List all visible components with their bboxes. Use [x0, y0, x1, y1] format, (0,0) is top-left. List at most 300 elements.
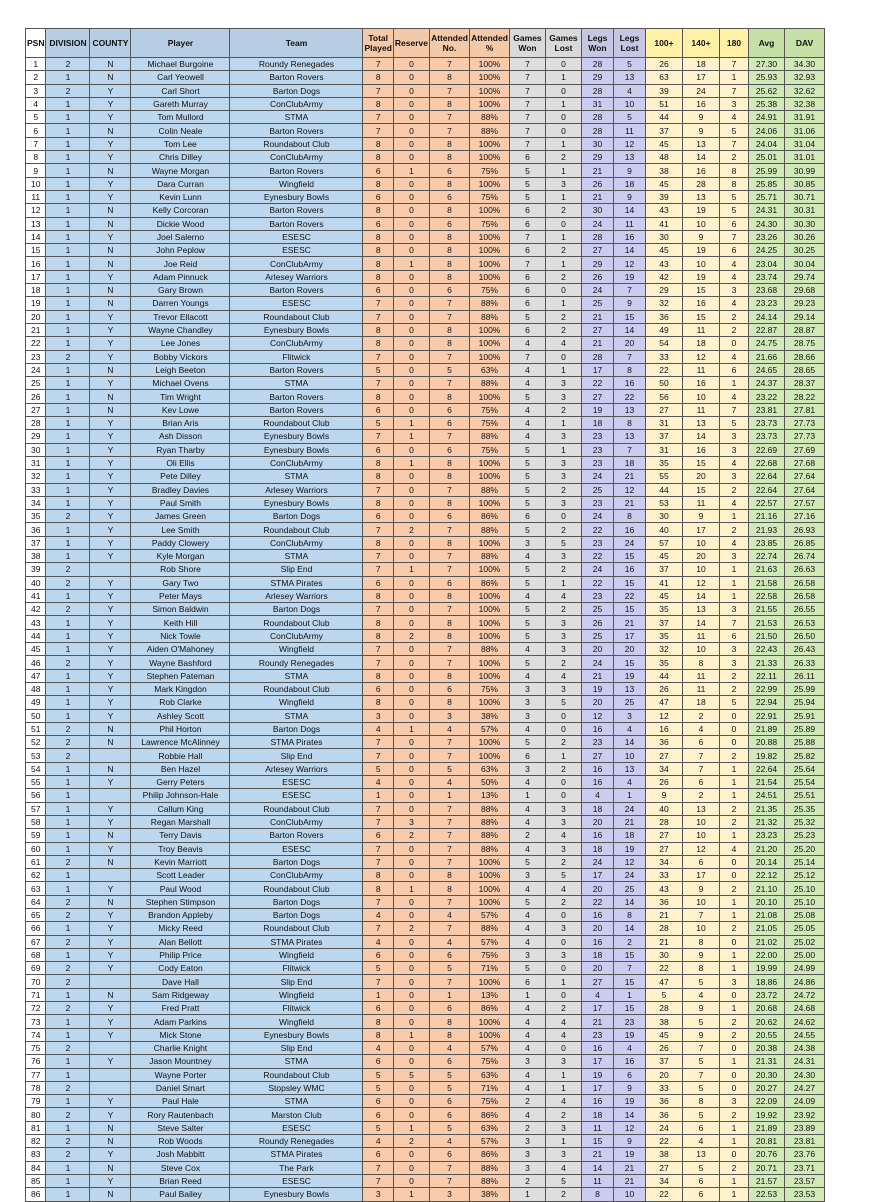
games-lost-cell: 0 — [545, 284, 581, 297]
player-name-cell: Rory Rautenbach — [131, 1108, 230, 1121]
total-played-cell: 7 — [363, 603, 393, 616]
psn-cell: 28 — [26, 417, 46, 430]
header-team: Team — [230, 29, 363, 58]
one-eighty-cell: 2 — [719, 1161, 748, 1174]
header-total-played: Total Played — [363, 29, 393, 58]
team-cell: Barton Dogs — [230, 603, 363, 616]
reserve-cell: 1 — [393, 1121, 429, 1134]
player-name-cell: Lee Smith — [131, 523, 230, 536]
dav-cell: 25.12 — [784, 869, 824, 882]
one-forty-plus-cell: 9 — [682, 510, 719, 523]
avg-cell: 21.16 — [748, 510, 784, 523]
legs-won-cell: 16 — [581, 1041, 613, 1054]
legs-lost-cell: 19 — [613, 1148, 645, 1161]
dav-cell: 25.20 — [784, 842, 824, 855]
hundred-plus-cell: 22 — [645, 363, 682, 376]
psn-cell: 31 — [26, 456, 46, 469]
division-cell: 2 — [46, 603, 90, 616]
player-name-cell: Kyle Morgan — [131, 549, 230, 562]
avg-cell: 21.55 — [748, 603, 784, 616]
table-row — [26, 1068, 825, 1081]
one-forty-plus-cell: 17 — [682, 869, 719, 882]
avg-cell: 24.51 — [748, 789, 784, 802]
one-forty-plus-cell: 11 — [682, 496, 719, 509]
games-won-cell: 3 — [509, 762, 545, 775]
one-forty-plus-cell: 10 — [682, 536, 719, 549]
legs-lost-cell: 24 — [613, 802, 645, 815]
games-won-cell: 4 — [509, 722, 545, 735]
one-eighty-cell: 4 — [719, 842, 748, 855]
reserve-cell: 0 — [393, 869, 429, 882]
dav-cell: 24.99 — [784, 962, 824, 975]
division-cell: 1 — [46, 629, 90, 642]
games-lost-cell: 0 — [545, 962, 581, 975]
division-cell: 1 — [46, 430, 90, 443]
table-row — [26, 496, 825, 509]
one-forty-plus-cell: 13 — [682, 137, 719, 150]
one-forty-plus-cell: 10 — [682, 390, 719, 403]
hundred-plus-cell: 56 — [645, 390, 682, 403]
games-lost-cell: 3 — [545, 430, 581, 443]
legs-won-cell: 11 — [581, 1121, 613, 1134]
total-played-cell: 7 — [363, 563, 393, 576]
player-name-cell: John Peplow — [131, 244, 230, 257]
county-cell: Y — [90, 323, 131, 336]
hundred-plus-cell: 45 — [645, 589, 682, 602]
team-cell: STMA Pirates — [230, 736, 363, 749]
division-cell: 1 — [46, 1174, 90, 1187]
division-cell: 2 — [46, 975, 90, 988]
total-played-cell: 4 — [363, 935, 393, 948]
reserve-cell: 0 — [393, 935, 429, 948]
psn-cell: 19 — [26, 297, 46, 310]
legs-won-cell: 16 — [581, 1095, 613, 1108]
games-lost-cell: 4 — [545, 882, 581, 895]
attended-no-cell: 8 — [429, 244, 469, 257]
division-cell: 2 — [46, 576, 90, 589]
division-cell: 1 — [46, 190, 90, 203]
total-played-cell: 8 — [363, 1015, 393, 1028]
psn-cell: 53 — [26, 749, 46, 762]
one-forty-plus-cell: 9 — [682, 230, 719, 243]
legs-won-cell: 4 — [581, 789, 613, 802]
reserve-cell: 0 — [393, 1095, 429, 1108]
games-lost-cell: 0 — [545, 58, 581, 71]
games-won-cell: 6 — [509, 244, 545, 257]
reserve-cell: 0 — [393, 177, 429, 190]
games-won-cell: 5 — [509, 962, 545, 975]
county-cell: N — [90, 124, 131, 137]
total-played-cell: 6 — [363, 1002, 393, 1015]
reserve-cell: 0 — [393, 776, 429, 789]
avg-cell: 21.50 — [748, 629, 784, 642]
legs-lost-cell: 9 — [613, 1081, 645, 1094]
games-won-cell: 1 — [509, 789, 545, 802]
team-cell: Barton Dogs — [230, 84, 363, 97]
county-cell: Y — [90, 842, 131, 855]
county-cell: Y — [90, 470, 131, 483]
header-row — [26, 29, 825, 58]
attended-no-cell: 7 — [429, 922, 469, 935]
county-cell: N — [90, 988, 131, 1001]
games-won-cell: 4 — [509, 1081, 545, 1094]
games-won-cell: 5 — [509, 855, 545, 868]
player-name-cell: Paul Wood — [131, 882, 230, 895]
attended-no-cell: 6 — [429, 164, 469, 177]
psn-cell: 60 — [26, 842, 46, 855]
team-cell: STMA Pirates — [230, 935, 363, 948]
legs-won-cell: 18 — [581, 1108, 613, 1121]
total-played-cell: 8 — [363, 696, 393, 709]
psn-cell: 75 — [26, 1041, 46, 1054]
division-cell: 2 — [46, 736, 90, 749]
player-standings-table — [25, 28, 825, 1202]
team-cell: Roundy Renegades — [230, 58, 363, 71]
dav-cell: 25.14 — [784, 855, 824, 868]
table-row — [26, 563, 825, 576]
avg-cell: 22.64 — [748, 483, 784, 496]
hundred-plus-cell: 28 — [645, 815, 682, 828]
attended-pct-cell: 100% — [469, 589, 509, 602]
division-cell: 1 — [46, 549, 90, 562]
county-cell: Y — [90, 337, 131, 350]
one-eighty-cell: 1 — [719, 962, 748, 975]
county-cell: Y — [90, 1174, 131, 1187]
county-cell: Y — [90, 616, 131, 629]
legs-lost-cell: 14 — [613, 922, 645, 935]
hundred-plus-cell: 22 — [645, 1188, 682, 1201]
player-name-cell: Alan Bellott — [131, 935, 230, 948]
attended-pct-cell: 75% — [469, 164, 509, 177]
one-forty-plus-cell: 10 — [682, 895, 719, 908]
division-cell: 1 — [46, 390, 90, 403]
one-eighty-cell: 1 — [719, 789, 748, 802]
one-forty-plus-cell: 8 — [682, 656, 719, 669]
dav-cell: 26.63 — [784, 563, 824, 576]
division-cell: 2 — [46, 1041, 90, 1054]
dav-cell: 24.38 — [784, 1041, 824, 1054]
table-row — [26, 1002, 825, 1015]
one-eighty-cell: 1 — [719, 829, 748, 842]
reserve-cell: 0 — [393, 204, 429, 217]
dav-cell: 30.30 — [784, 217, 824, 230]
total-played-cell: 7 — [363, 736, 393, 749]
one-forty-plus-cell: 6 — [682, 736, 719, 749]
division-cell: 1 — [46, 1121, 90, 1134]
games-won-cell: 4 — [509, 815, 545, 828]
one-eighty-cell: 3 — [719, 284, 748, 297]
dav-cell: 24.31 — [784, 1055, 824, 1068]
player-name-cell: James Green — [131, 510, 230, 523]
table-row — [26, 470, 825, 483]
reserve-cell: 0 — [393, 377, 429, 390]
attended-no-cell: 6 — [429, 682, 469, 695]
player-name-cell: Scott Leader — [131, 869, 230, 882]
team-cell: Roundabout Club — [230, 922, 363, 935]
attended-no-cell: 1 — [429, 988, 469, 1001]
avg-cell: 23.73 — [748, 417, 784, 430]
games-lost-cell: 3 — [545, 682, 581, 695]
county-cell: Y — [90, 230, 131, 243]
hundred-plus-cell: 27 — [645, 1161, 682, 1174]
legs-won-cell: 23 — [581, 1028, 613, 1041]
dav-cell: 31.01 — [784, 151, 824, 164]
one-eighty-cell: 0 — [719, 935, 748, 948]
legs-lost-cell: 16 — [613, 523, 645, 536]
attended-no-cell: 8 — [429, 869, 469, 882]
avg-cell: 22.58 — [748, 589, 784, 602]
total-played-cell: 8 — [363, 869, 393, 882]
psn-cell: 24 — [26, 363, 46, 376]
total-played-cell: 7 — [363, 377, 393, 390]
team-cell: STMA — [230, 470, 363, 483]
psn-cell: 55 — [26, 776, 46, 789]
legs-won-cell: 20 — [581, 882, 613, 895]
games-won-cell: 5 — [509, 190, 545, 203]
games-won-cell: 5 — [509, 523, 545, 536]
division-cell: 2 — [46, 909, 90, 922]
one-forty-plus-cell: 6 — [682, 1188, 719, 1201]
legs-won-cell: 19 — [581, 1068, 613, 1081]
player-name-cell: Joe Reid — [131, 257, 230, 270]
psn-cell: 12 — [26, 204, 46, 217]
hundred-plus-cell: 49 — [645, 323, 682, 336]
games-lost-cell: 2 — [545, 736, 581, 749]
avg-cell: 25.01 — [748, 151, 784, 164]
hundred-plus-cell: 31 — [645, 443, 682, 456]
one-forty-plus-cell: 5 — [682, 975, 719, 988]
county-cell: Y — [90, 1108, 131, 1121]
legs-lost-cell: 16 — [613, 230, 645, 243]
one-eighty-cell: 0 — [719, 709, 748, 722]
games-won-cell: 6 — [509, 323, 545, 336]
games-lost-cell: 1 — [545, 1135, 581, 1148]
avg-cell: 20.30 — [748, 1068, 784, 1081]
total-played-cell: 7 — [363, 922, 393, 935]
county-cell: Y — [90, 523, 131, 536]
avg-cell: 21.89 — [748, 1121, 784, 1134]
attended-no-cell: 8 — [429, 257, 469, 270]
hundred-plus-cell: 37 — [645, 124, 682, 137]
total-played-cell: 6 — [363, 403, 393, 416]
reserve-cell: 1 — [393, 430, 429, 443]
legs-lost-cell: 22 — [613, 390, 645, 403]
team-cell: ConClubArmy — [230, 629, 363, 642]
legs-won-cell: 28 — [581, 58, 613, 71]
legs-won-cell: 20 — [581, 962, 613, 975]
total-played-cell: 6 — [363, 1055, 393, 1068]
team-cell: STMA — [230, 1055, 363, 1068]
avg-cell: 24.91 — [748, 111, 784, 124]
attended-pct-cell: 88% — [469, 643, 509, 656]
player-name-cell: Gary Brown — [131, 284, 230, 297]
games-won-cell: 4 — [509, 776, 545, 789]
psn-cell: 3 — [26, 84, 46, 97]
one-forty-plus-cell: 20 — [682, 470, 719, 483]
legs-won-cell: 12 — [581, 709, 613, 722]
team-cell: Arlesey Warriors — [230, 270, 363, 283]
games-won-cell: 4 — [509, 549, 545, 562]
psn-cell: 68 — [26, 948, 46, 961]
psn-cell: 23 — [26, 350, 46, 363]
legs-lost-cell: 21 — [613, 815, 645, 828]
total-played-cell: 6 — [363, 1108, 393, 1121]
team-cell: ESESC — [230, 244, 363, 257]
division-cell: 1 — [46, 377, 90, 390]
county-cell: N — [90, 1121, 131, 1134]
one-forty-plus-cell: 7 — [682, 749, 719, 762]
table-row — [26, 1108, 825, 1121]
legs-won-cell: 17 — [581, 1081, 613, 1094]
one-eighty-cell: 5 — [719, 417, 748, 430]
team-cell: Roundabout Club — [230, 523, 363, 536]
one-forty-plus-cell: 11 — [682, 323, 719, 336]
attended-pct-cell: 100% — [469, 390, 509, 403]
reserve-cell: 0 — [393, 988, 429, 1001]
county-cell — [90, 789, 131, 802]
player-name-cell: Dickie Wood — [131, 217, 230, 230]
attended-no-cell: 8 — [429, 177, 469, 190]
total-played-cell: 6 — [363, 829, 393, 842]
avg-cell: 21.66 — [748, 350, 784, 363]
games-won-cell: 5 — [509, 629, 545, 642]
reserve-cell: 1 — [393, 456, 429, 469]
player-name-cell: Trevor Ellacott — [131, 310, 230, 323]
one-forty-plus-cell: 17 — [682, 523, 719, 536]
team-cell: Arlesey Warriors — [230, 483, 363, 496]
legs-lost-cell: 24 — [613, 869, 645, 882]
team-cell: Slip End — [230, 749, 363, 762]
division-cell: 1 — [46, 1161, 90, 1174]
division-cell: 1 — [46, 483, 90, 496]
games-lost-cell: 0 — [545, 217, 581, 230]
table-row — [26, 111, 825, 124]
total-played-cell: 8 — [363, 230, 393, 243]
legs-won-cell: 21 — [581, 1015, 613, 1028]
legs-lost-cell: 21 — [613, 1174, 645, 1187]
one-eighty-cell: 2 — [719, 1028, 748, 1041]
hundred-plus-cell: 45 — [645, 177, 682, 190]
avg-cell: 27.30 — [748, 58, 784, 71]
attended-no-cell: 8 — [429, 456, 469, 469]
one-eighty-cell: 8 — [719, 177, 748, 190]
avg-cell: 21.02 — [748, 935, 784, 948]
legs-won-cell: 24 — [581, 217, 613, 230]
division-cell: 1 — [46, 802, 90, 815]
player-name-cell: Adam Pinnuck — [131, 270, 230, 283]
legs-lost-cell: 21 — [613, 616, 645, 629]
games-lost-cell: 3 — [545, 1121, 581, 1134]
total-played-cell: 8 — [363, 244, 393, 257]
hundred-plus-cell: 31 — [645, 417, 682, 430]
reserve-cell: 0 — [393, 1148, 429, 1161]
legs-lost-cell: 25 — [613, 696, 645, 709]
hundred-plus-cell: 50 — [645, 377, 682, 390]
legs-lost-cell: 14 — [613, 204, 645, 217]
total-played-cell: 6 — [363, 1095, 393, 1108]
attended-no-cell: 4 — [429, 776, 469, 789]
total-played-cell: 1 — [363, 988, 393, 1001]
legs-won-cell: 28 — [581, 84, 613, 97]
county-cell: Y — [90, 137, 131, 150]
games-won-cell: 4 — [509, 430, 545, 443]
total-played-cell: 6 — [363, 682, 393, 695]
total-played-cell: 8 — [363, 323, 393, 336]
team-cell: Wingfield — [230, 988, 363, 1001]
player-name-cell: Micky Reed — [131, 922, 230, 935]
table-row — [26, 350, 825, 363]
table-row — [26, 257, 825, 270]
total-played-cell: 7 — [363, 855, 393, 868]
attended-no-cell: 7 — [429, 563, 469, 576]
one-eighty-cell: 3 — [719, 975, 748, 988]
dav-cell: 25.64 — [784, 762, 824, 775]
dav-cell: 28.22 — [784, 390, 824, 403]
attended-pct-cell: 75% — [469, 682, 509, 695]
team-cell: Barton Rovers — [230, 284, 363, 297]
division-cell: 1 — [46, 1068, 90, 1081]
attended-no-cell: 8 — [429, 390, 469, 403]
county-cell — [90, 869, 131, 882]
legs-won-cell: 24 — [581, 855, 613, 868]
dav-cell: 27.16 — [784, 510, 824, 523]
reserve-cell: 1 — [393, 164, 429, 177]
attended-pct-cell: 75% — [469, 190, 509, 203]
division-cell: 1 — [46, 842, 90, 855]
games-lost-cell: 3 — [545, 815, 581, 828]
attended-pct-cell: 88% — [469, 297, 509, 310]
avg-cell: 23.26 — [748, 230, 784, 243]
attended-pct-cell: 100% — [469, 855, 509, 868]
attended-no-cell: 7 — [429, 124, 469, 137]
avg-cell: 23.04 — [748, 257, 784, 270]
county-cell: Y — [90, 709, 131, 722]
legs-lost-cell: 14 — [613, 244, 645, 257]
games-lost-cell: 1 — [545, 576, 581, 589]
table-row — [26, 696, 825, 709]
attended-no-cell: 7 — [429, 111, 469, 124]
psn-cell: 13 — [26, 217, 46, 230]
legs-lost-cell: 15 — [613, 948, 645, 961]
table-row — [26, 217, 825, 230]
one-forty-plus-cell: 11 — [682, 682, 719, 695]
attended-pct-cell: 57% — [469, 1041, 509, 1054]
dav-cell: 27.69 — [784, 443, 824, 456]
attended-no-cell: 4 — [429, 722, 469, 735]
hundred-plus-cell: 28 — [645, 1002, 682, 1015]
one-forty-plus-cell: 16 — [682, 377, 719, 390]
hundred-plus-cell: 34 — [645, 1174, 682, 1187]
attended-no-cell: 4 — [429, 935, 469, 948]
reserve-cell: 0 — [393, 137, 429, 150]
hundred-plus-cell: 30 — [645, 230, 682, 243]
legs-won-cell: 11 — [581, 1174, 613, 1187]
header-avg: Avg — [748, 29, 784, 58]
attended-pct-cell: 100% — [469, 71, 509, 84]
attended-no-cell: 6 — [429, 1148, 469, 1161]
avg-cell: 21.58 — [748, 576, 784, 589]
games-won-cell: 3 — [509, 1055, 545, 1068]
avg-cell: 20.76 — [748, 1148, 784, 1161]
psn-cell: 45 — [26, 643, 46, 656]
reserve-cell: 0 — [393, 682, 429, 695]
player-name-cell: Darren Youngs — [131, 297, 230, 310]
table-row — [26, 682, 825, 695]
reserve-cell: 1 — [393, 563, 429, 576]
attended-pct-cell: 86% — [469, 576, 509, 589]
player-name-cell: Tom Mullord — [131, 111, 230, 124]
division-cell: 1 — [46, 270, 90, 283]
